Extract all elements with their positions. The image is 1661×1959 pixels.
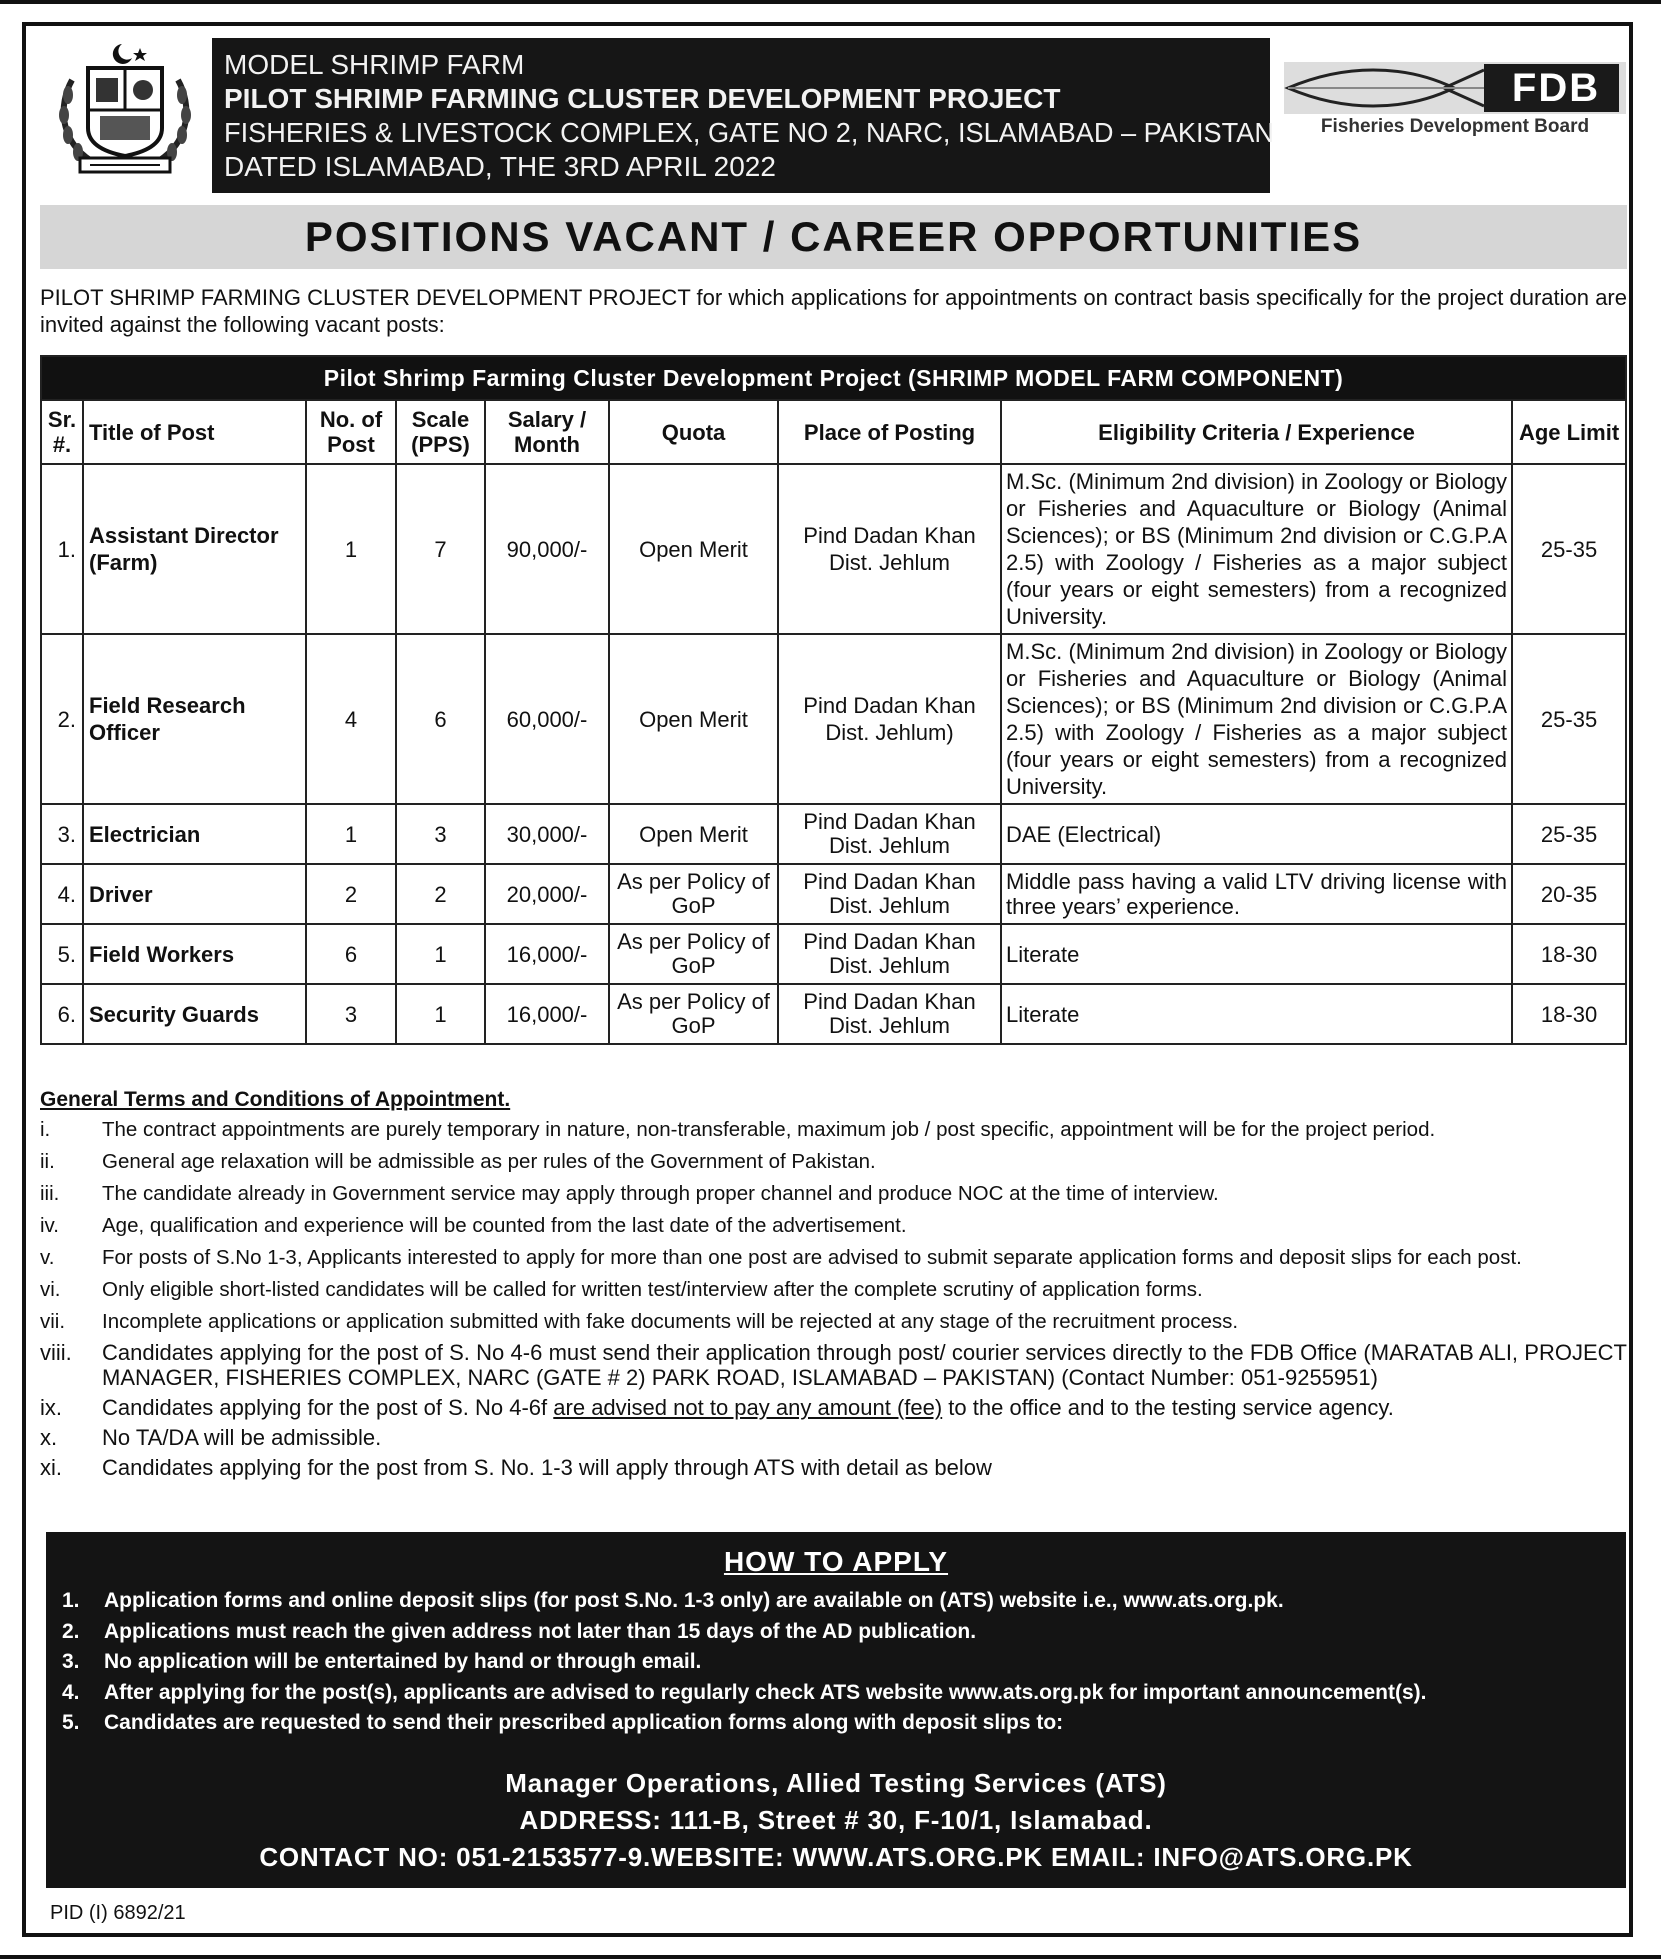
cell-num: 2 xyxy=(306,864,396,924)
cell-sr: 3. xyxy=(41,804,83,864)
header-date: DATED ISLAMABAD, THE 3RD APRIL 2022 xyxy=(224,151,776,182)
cell-scale: 7 xyxy=(396,464,485,634)
pid-number: PID (I) 6892/21 xyxy=(50,1902,186,1924)
cell-salary: 90,000/- xyxy=(485,464,609,634)
cell-sr: 2. xyxy=(41,634,83,804)
top-rule xyxy=(0,0,1661,4)
cell-salary: 20,000/- xyxy=(485,864,609,924)
government-emblem-icon xyxy=(50,40,200,185)
fdb-abbreviation: FDB xyxy=(1511,66,1601,110)
term-text: For posts of S.No 1-3, Applicants interested to apply for more than one post are advised to submit separate application forms and deposit slips for each post. xyxy=(102,1246,1522,1269)
cell-age: 18-30 xyxy=(1512,984,1626,1044)
ats-contact-line: CONTACT NO: 051-2153577-9.WEBSITE: WWW.ATS.ORG.PK EMAIL: INFO@ATS.ORG.PK xyxy=(259,1841,1413,1872)
cell-title: Driver xyxy=(83,864,306,924)
bottom-rule xyxy=(0,1955,1661,1959)
apply-number: 2. xyxy=(62,1619,80,1643)
term-text: Incomplete applications or application submitted with fake documents will be rejected at any stage of the recruitment process. xyxy=(102,1310,1239,1333)
cell-place: Pind Dadan Khan Dist. Jehlum xyxy=(778,804,1001,864)
table-row xyxy=(41,924,1626,984)
col-header-salary: Salary / Month xyxy=(485,400,609,464)
cell-quota: Open Merit xyxy=(609,464,778,634)
cell-age: 20-35 xyxy=(1512,864,1626,924)
list-item xyxy=(62,1708,1610,1739)
term-number: vii. xyxy=(40,1310,66,1333)
col-header-title: Title of Post xyxy=(83,400,306,464)
list-item xyxy=(62,1586,1610,1617)
term-text-underlined: are advised not to pay any amount (fee) xyxy=(553,1395,943,1420)
cell-age: 25-35 xyxy=(1512,464,1626,634)
list-item xyxy=(40,1244,1627,1271)
cell-eligibility: M.Sc. (Minimum 2nd division) in Zoology or Biology or Fisheries and Aquaculture or Biology (Animal Sciences); or BS (Minimum 2nd division or C.G.P.A 2.5) with Zoology / Fisheries as a major subject (four years or eight semesters) from a recognized University. xyxy=(1001,464,1512,634)
cell-quota: As per Policy of GoP xyxy=(609,984,778,1044)
how-to-apply-list xyxy=(62,1586,1610,1739)
term-text: No TA/DA will be admissible. xyxy=(102,1425,382,1450)
list-item xyxy=(40,1116,1627,1143)
term-number: vi. xyxy=(40,1278,61,1301)
cell-eligibility: Literate xyxy=(1001,924,1512,984)
cell-scale: 1 xyxy=(396,984,485,1044)
cell-scale: 1 xyxy=(396,924,485,984)
cell-quota: As per Policy of GoP xyxy=(609,924,778,984)
cell-place: Pind Dadan Khan Dist. Jehlum) xyxy=(778,634,1001,804)
term-number: iii. xyxy=(40,1182,60,1205)
list-item xyxy=(40,1340,1627,1390)
col-header-age: Age Limit xyxy=(1512,400,1626,464)
col-header-num: No. of Post xyxy=(306,400,396,464)
term-text: The contract appointments are purely temporary in nature, non-transferable, maximum job / post specific, appointment will be for the project period. xyxy=(102,1118,1436,1141)
cell-salary: 16,000/- xyxy=(485,924,609,984)
cell-title: Field Research Officer xyxy=(83,634,306,804)
cell-place: Pind Dadan Khan Dist. Jehlum xyxy=(778,924,1001,984)
cell-place: Pind Dadan Khan Dist. Jehlum xyxy=(778,464,1001,634)
list-item xyxy=(40,1455,1627,1480)
term-text: General age relaxation will be admissible as per rules of the Government of Pakistan. xyxy=(102,1150,876,1173)
term-number: x. xyxy=(40,1425,58,1450)
cell-salary: 30,000/- xyxy=(485,804,609,864)
cell-num: 3 xyxy=(306,984,396,1044)
cell-eligibility: M.Sc. (Minimum 2nd division) in Zoology or Biology or Fisheries and Aquaculture or Biology (Animal Sciences); or BS (Minimum 2nd division or C.G.P.A 2.5) with Zoology / Fisheries as a major subject (four years or eight semesters) from a recognized University. xyxy=(1001,634,1512,804)
terms-heading: General Terms and Conditions of Appointment. xyxy=(40,1088,511,1111)
term-number: xi. xyxy=(40,1455,62,1480)
cell-title: Electrician xyxy=(83,804,306,864)
cell-title: Field Workers xyxy=(83,924,306,984)
term-text: The candidate already in Government service may apply through proper channel and produce NOC at the time of interview. xyxy=(102,1182,1219,1205)
col-header-place: Place of Posting xyxy=(778,400,1001,464)
cell-num: 1 xyxy=(306,804,396,864)
cell-title: Assistant Director (Farm) xyxy=(83,464,306,634)
cell-place: Pind Dadan Khan Dist. Jehlum xyxy=(778,864,1001,924)
col-header-sr: Sr. #. xyxy=(41,400,83,464)
table-row xyxy=(41,864,1626,924)
apply-text: Application forms and online deposit slips (for post S.No. 1-3 only) are available on (ATS) website i.e., www.ats.org.pk. xyxy=(104,1589,1284,1612)
list-item xyxy=(40,1308,1627,1335)
cell-eligibility: Literate xyxy=(1001,984,1512,1044)
positions-vacant-banner: POSITIONS VACANT / CAREER OPPORTUNITIES xyxy=(40,205,1627,269)
list-item xyxy=(40,1148,1627,1175)
cell-num: 6 xyxy=(306,924,396,984)
cell-quota: Open Merit xyxy=(609,634,778,804)
cell-num: 1 xyxy=(306,464,396,634)
how-to-apply-box xyxy=(46,1532,1626,1888)
table-row xyxy=(41,984,1626,1044)
term-text: Only eligible short-listed candidates will be called for written test/interview after the complete scrutiny of application forms. xyxy=(102,1278,1203,1301)
table-row xyxy=(41,804,1626,864)
cell-sr: 1. xyxy=(41,464,83,634)
apply-number: 3. xyxy=(62,1650,80,1673)
cell-sr: 6. xyxy=(41,984,83,1044)
cell-quota: As per Policy of GoP xyxy=(609,864,778,924)
ats-address-block xyxy=(62,1765,1610,1876)
cell-salary: 16,000/- xyxy=(485,984,609,1044)
col-header-scale: Scale (PPS) xyxy=(396,400,485,464)
list-item xyxy=(40,1180,1627,1207)
vacancy-table xyxy=(40,355,1627,1045)
list-item xyxy=(40,1212,1627,1239)
apply-text: Applications must reach the given address not later than 15 days of the AD publication. xyxy=(104,1619,977,1643)
header-project-name: PILOT SHRIMP FARMING CLUSTER DEVELOPMENT PROJECT xyxy=(224,83,1061,114)
cell-eligibility: Middle pass having a valid LTV driving license with three years’ experience. xyxy=(1001,864,1512,924)
header-farm-name: MODEL SHRIMP FARM xyxy=(224,49,525,80)
term-number: ii. xyxy=(40,1150,55,1173)
cell-eligibility: DAE (Electrical) xyxy=(1001,804,1512,864)
term-number: viii. xyxy=(40,1340,72,1365)
cell-quota: Open Merit xyxy=(609,804,778,864)
header-block xyxy=(212,38,1274,193)
fdb-logo xyxy=(1284,62,1626,142)
apply-text: Candidates are requested to send their prescribed application forms along with deposit slips to: xyxy=(104,1711,1064,1734)
table-row xyxy=(41,464,1626,634)
cell-place: Pind Dadan Khan Dist. Jehlum xyxy=(778,984,1001,1044)
apply-number: 5. xyxy=(62,1711,80,1734)
header-address: FISHERIES & LIVESTOCK COMPLEX, GATE NO 2, NARC, ISLAMABAD – PAKISTAN xyxy=(224,117,1274,148)
cell-salary: 60,000/- xyxy=(485,634,609,804)
term-text: Age, qualification and experience will be counted from the last date of the advertisement. xyxy=(102,1214,907,1237)
fdb-full-name: Fisheries Development Board xyxy=(1320,116,1590,137)
cell-scale: 3 xyxy=(396,804,485,864)
cell-age: 18-30 xyxy=(1512,924,1626,984)
how-to-apply-title: HOW TO APPLY xyxy=(723,1546,949,1577)
list-item xyxy=(62,1647,1610,1678)
apply-text: No application will be entertained by hand or through email. xyxy=(104,1650,702,1673)
list-item xyxy=(62,1617,1610,1648)
intro-paragraph: PILOT SHRIMP FARMING CLUSTER DEVELOPMENT PROJECT for which applications for appointments on contract basis specifically for the project duration are invited against the following vacant posts: xyxy=(40,285,1627,337)
term-number: i. xyxy=(40,1118,51,1141)
term-text-pre: Candidates applying for the post of S. No 4-6f xyxy=(102,1395,554,1420)
cell-scale: 6 xyxy=(396,634,485,804)
cell-sr: 4. xyxy=(41,864,83,924)
cell-age: 25-35 xyxy=(1512,634,1626,804)
cell-scale: 2 xyxy=(396,864,485,924)
list-item xyxy=(62,1678,1610,1709)
table-caption: Pilot Shrimp Farming Cluster Development Project (SHRIMP MODEL FARM COMPONENT) xyxy=(41,356,1626,400)
col-header-quota: Quota xyxy=(609,400,778,464)
list-item xyxy=(40,1395,1627,1420)
cell-num: 4 xyxy=(306,634,396,804)
term-text: Candidates applying for the post of S. No 4-6 must send their application through post/ courier services directly to the FDB Office (MARATAB ALI, PROJECT MANAGER, FISHERIES COMPLEX, NARC (GATE # 2) PARK ROAD, ISLAMABAD – PAKISTAN) (Contact Number: 051-9255951) xyxy=(102,1340,1627,1390)
apply-number: 4. xyxy=(62,1680,80,1704)
cell-sr: 5. xyxy=(41,924,83,984)
cell-age: 25-35 xyxy=(1512,804,1626,864)
term-text-post: to the office and to the testing service agency. xyxy=(942,1395,1394,1420)
apply-number: 1. xyxy=(62,1589,80,1612)
table-row xyxy=(41,634,1626,804)
ats-address-line: ADDRESS: 111-B, Street # 30, F-10/1, Islamabad. xyxy=(519,1804,1153,1835)
term-text: Candidates applying for the post from S. No. 1-3 will apply through ATS with detail as below xyxy=(102,1455,992,1480)
cell-title: Security Guards xyxy=(83,984,306,1044)
term-number: iv. xyxy=(40,1214,59,1237)
terms-list xyxy=(40,1116,1627,1485)
term-number: v. xyxy=(40,1246,55,1269)
apply-text: After applying for the post(s), applicants are advised to regularly check ATS website www.ats.org.pk for important announcement(s). xyxy=(104,1680,1427,1704)
ats-manager-line: Manager Operations, Allied Testing Services (ATS) xyxy=(505,1767,1167,1798)
col-header-eligibility: Eligibility Criteria / Experience xyxy=(1001,400,1512,464)
list-item xyxy=(40,1276,1627,1303)
term-number: ix. xyxy=(40,1395,62,1420)
list-item xyxy=(40,1425,1627,1450)
